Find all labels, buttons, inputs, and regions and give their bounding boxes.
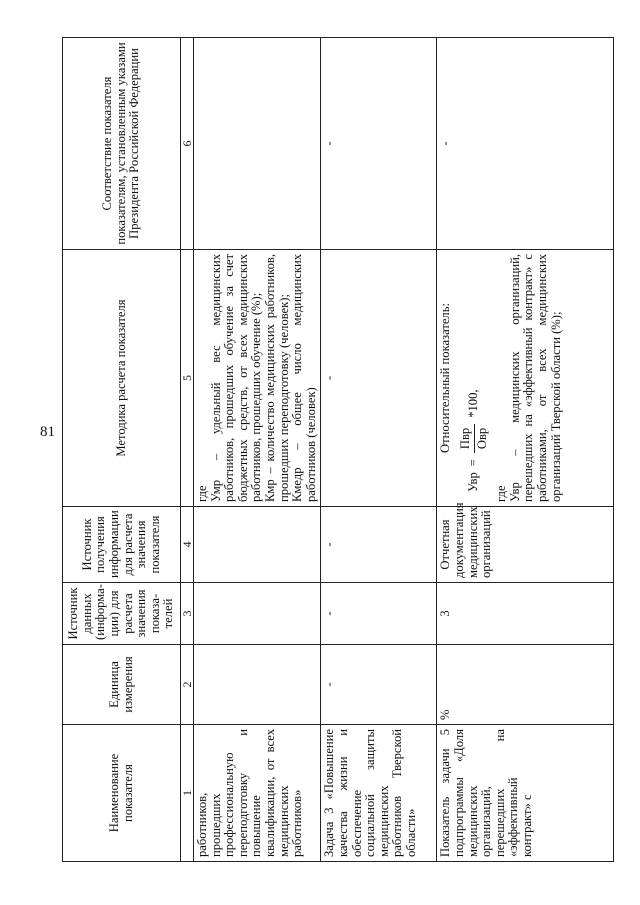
method-cell (437, 250, 614, 507)
method-line: - (322, 375, 337, 381)
header-indicator-name: Наименование показателя (63, 725, 181, 862)
column-number: 1 (181, 725, 194, 862)
data-source-cell: - (321, 583, 437, 645)
formula-numerator: Пвр (459, 424, 475, 453)
formula (453, 254, 495, 502)
method-line: Кмр – количество медицинских работников, прошедших переподготовку (человек); (262, 254, 291, 502)
header-data-source: Источник данных (информа-ции) для расчета значения показа-телей (63, 583, 181, 645)
rotated-page-content (62, 38, 614, 862)
method-line: Увр – медицинских организаций, перешедших на «эффективный контракт» с работниками, от всех медицинских организаций Тверской области (%); (507, 254, 563, 502)
table-row (321, 38, 437, 862)
method-line: Умр – удельный вес медицинских работников, прошедших обучение за счет бюджетных средств, от всех медицинских работников, прошедших обучение (%); (208, 254, 264, 502)
column-number: 5 (181, 250, 194, 507)
method-cell (194, 250, 321, 507)
method-line: где (195, 485, 209, 502)
unit-cell (194, 645, 321, 725)
method-line: где (494, 485, 509, 502)
formula-fraction (459, 424, 489, 453)
compliance-cell: - (321, 38, 437, 250)
indicator-table (62, 37, 614, 862)
formula-multiplier: *100, (466, 389, 481, 418)
table-header-row (63, 38, 181, 862)
table-row (437, 38, 614, 862)
compliance-cell: - (437, 38, 614, 250)
indicator-name-cell: Показатель задачи 5 подпрограммы «Доля медицинских организаций, перешедших на «эффективный контракт» с (437, 725, 614, 862)
unit-cell: - (321, 645, 437, 725)
info-source-cell: - (321, 507, 437, 583)
data-source-cell: 3 (437, 583, 614, 645)
column-number: 4 (181, 507, 194, 583)
method-intro: Относительный показатель: (438, 303, 453, 453)
formula-equals: = (466, 459, 481, 467)
header-decree-compliance: Соответствие показателя показателям, установленным указами Президента Российской Федерации (63, 38, 181, 250)
header-calculation-method: Методика расчета показателя (63, 250, 181, 507)
page-number: 81 (40, 424, 55, 440)
column-number: 2 (181, 645, 194, 725)
header-unit: Единица измерения (63, 645, 181, 725)
data-source-cell (194, 583, 321, 645)
info-source-cell (194, 507, 321, 583)
table-row (194, 38, 321, 862)
formula-lhs: Увр (466, 472, 481, 492)
formula-denominator: Овр (474, 427, 489, 450)
column-numbers-row (181, 38, 194, 862)
indicator-name-cell: Задача 3 «Повышение качества жизни и обеспечение социальной защиты медицинских работников Тверской области» (321, 725, 437, 862)
method-cell (321, 250, 437, 507)
header-info-source: Источник получения информации для расчета значения показателя (63, 507, 181, 583)
column-number: 3 (181, 583, 194, 645)
unit-cell: % (437, 645, 614, 725)
method-line: Кмедр – общее число медицинских работников (человек) (290, 254, 318, 502)
compliance-cell (194, 38, 321, 250)
indicator-name-cell: работников, прошедших профессиональную переподготовку и повышение квалификации, от всех медицинских работников» (194, 725, 321, 862)
column-number: 6 (181, 38, 194, 250)
info-source-cell: Отчетная документация медицинских организаций (437, 507, 614, 583)
